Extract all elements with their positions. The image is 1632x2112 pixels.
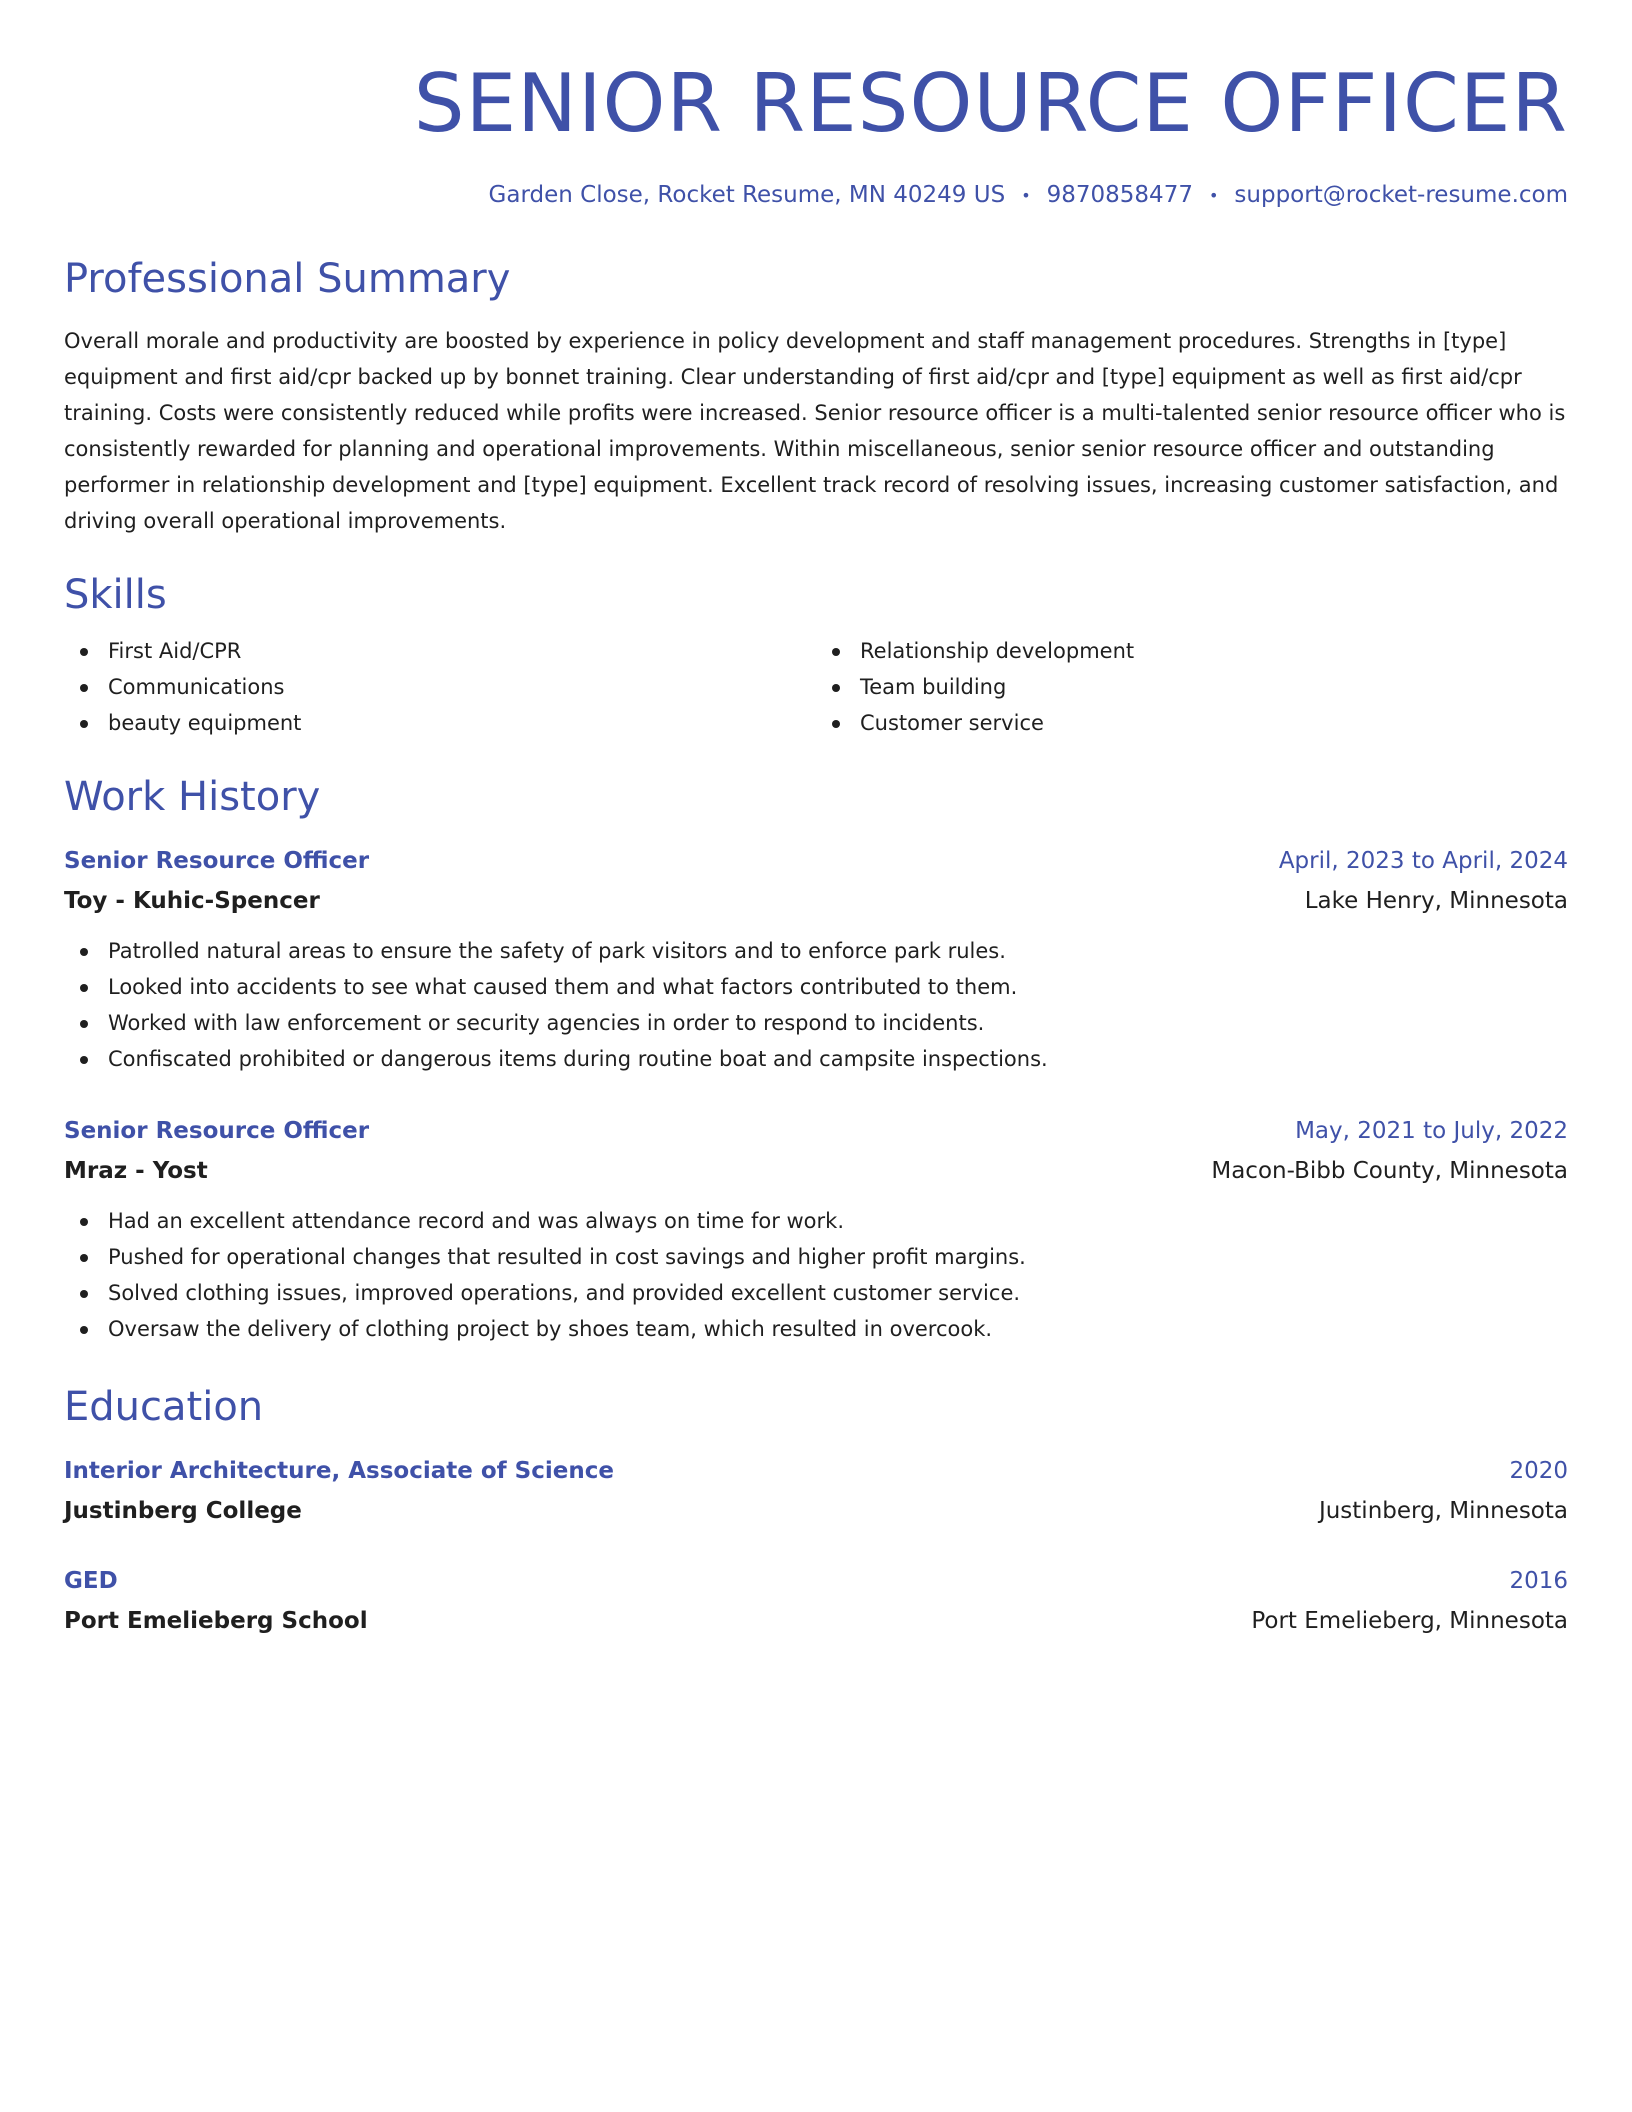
skill-item: Customer service bbox=[816, 705, 1568, 741]
skill-item: Relationship development bbox=[816, 633, 1568, 669]
job-bullet: Oversaw the delivery of clothing project by shoes team, which resulted in overcook. bbox=[64, 1311, 1568, 1347]
skills-heading: Skills bbox=[64, 571, 167, 618]
job-title: Senior Resource Officer bbox=[64, 1117, 370, 1144]
page-title: SENIOR RESOURCE OFFICER bbox=[413, 57, 1568, 150]
education-location: Port Emelieberg, Minnesota bbox=[1251, 1607, 1568, 1634]
skill-item: First Aid/CPR bbox=[64, 633, 816, 669]
contact-line bbox=[64, 178, 1568, 213]
bullet-separator-icon: • bbox=[1208, 185, 1219, 205]
education-degree: GED bbox=[64, 1567, 118, 1594]
work-history-heading: Work History bbox=[64, 773, 321, 820]
job-bullet: Patrolled natural areas to ensure the safety of park visitors and to enforce park rules. bbox=[64, 933, 1568, 969]
job-bullet: Confiscated prohibited or dangerous items during routine boat and campsite inspections. bbox=[64, 1041, 1568, 1077]
job-location: Macon-Bibb County, Minnesota bbox=[1211, 1157, 1568, 1184]
skills-left-column bbox=[64, 633, 816, 741]
job-bullet: Worked with law enforcement or security agencies in order to respond to incidents. bbox=[64, 1005, 1568, 1041]
contact-address: Garden Close, Rocket Resume, MN 40249 US bbox=[488, 182, 1006, 208]
education-year: 2016 bbox=[1509, 1567, 1568, 1594]
job-bullets bbox=[64, 1203, 1568, 1347]
skill-item: beauty equipment bbox=[64, 705, 816, 741]
education-school: Port Emelieberg School bbox=[64, 1607, 368, 1634]
education-degree: Interior Architecture, Associate of Science bbox=[64, 1457, 614, 1484]
education-school: Justinberg College bbox=[64, 1497, 302, 1524]
job-entry bbox=[64, 841, 1568, 1077]
education-entry bbox=[64, 1451, 1568, 1531]
job-title: Senior Resource Officer bbox=[64, 847, 370, 874]
job-dates: May, 2021 to July, 2022 bbox=[1295, 1117, 1568, 1144]
summary-text: Overall morale and productivity are boosted by experience in policy development and staff management procedures. Strengths in [type] equipment and first aid/cpr backed up by bonnet training. Clear understanding of first aid/cpr and [type] equipment as well as first aid/cpr training. Costs were consistently reduced while profits were increased. Senior resource officer is a multi-talented senior resource officer who is consistently rewarded for planning and operational improvements. Within miscellaneous, senior senior resource officer and outstanding performer in relationship development and [type] equipment. Excellent track record of resolving issues, increasing customer satisfaction, and driving overall operational improvements. bbox=[64, 328, 1566, 533]
work-history-section bbox=[64, 771, 1568, 1347]
skill-item: Communications bbox=[64, 669, 816, 705]
job-location: Lake Henry, Minnesota bbox=[1304, 887, 1568, 914]
job-bullet: Pushed for operational changes that resulted in cost savings and higher profit margins. bbox=[64, 1239, 1568, 1275]
education-heading: Education bbox=[64, 1383, 264, 1430]
skills-right-column bbox=[816, 633, 1568, 741]
summary-section bbox=[64, 253, 1568, 539]
job-bullet: Had an excellent attendance record and was always on time for work. bbox=[64, 1203, 1568, 1239]
job-dates: April, 2023 to April, 2024 bbox=[1278, 847, 1568, 874]
job-employer: Mraz - Yost bbox=[64, 1157, 208, 1184]
skills-columns bbox=[64, 633, 1568, 741]
skills-section bbox=[64, 569, 1568, 741]
education-entry bbox=[64, 1561, 1568, 1641]
bullet-separator-icon: • bbox=[1021, 185, 1031, 205]
job-employer: Toy - Kuhic-Spencer bbox=[64, 887, 320, 914]
resume-header bbox=[64, 52, 1568, 213]
contact-phone: 9870858477 bbox=[1046, 182, 1193, 208]
skill-item: Team building bbox=[816, 669, 1568, 705]
job-bullets bbox=[64, 933, 1568, 1077]
summary-heading: Professional Summary bbox=[64, 255, 511, 302]
job-entry bbox=[64, 1111, 1568, 1347]
job-bullet: Looked into accidents to see what caused them and what factors contributed to them. bbox=[64, 969, 1568, 1005]
education-year: 2020 bbox=[1509, 1457, 1568, 1484]
education-location: Justinberg, Minnesota bbox=[1318, 1497, 1568, 1524]
contact-email: support@rocket-resume.com bbox=[1234, 182, 1568, 208]
education-section bbox=[64, 1381, 1568, 1641]
job-bullet: Solved clothing issues, improved operations, and provided excellent customer service. bbox=[64, 1275, 1568, 1311]
